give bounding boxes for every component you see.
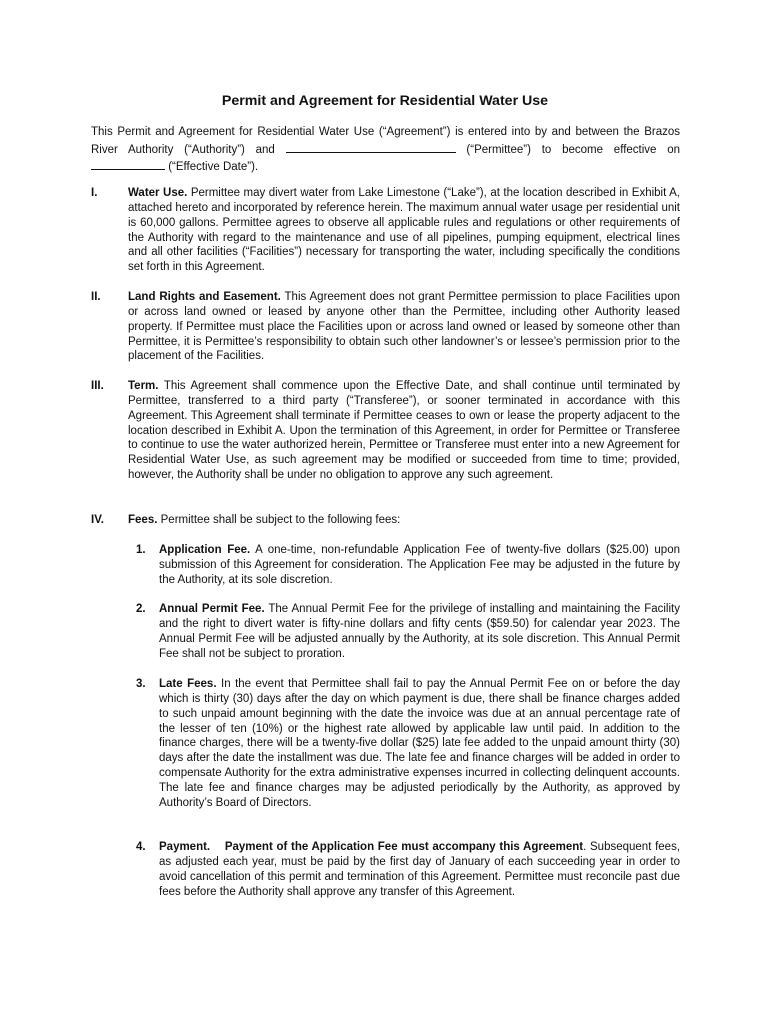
section-text: Permittee shall be subject to the following fees:	[160, 514, 401, 526]
fee-heading: Late Fees.	[159, 678, 217, 690]
fee-late	[136, 677, 680, 811]
intro-text-3: (“Effective Date”).	[168, 161, 259, 174]
section-heading: Water Use.	[128, 187, 188, 199]
fee-heading: Application Fee.	[159, 544, 251, 556]
section-text: This Agreement shall commence upon the Effective Date, and shall continue until terminated by Permittee, transferred to a third party (“Transferee”), or sooner terminated in accordance with this Agreement. This Agreement shall terminate if Permittee ceases to own or lease the property adjacent to the location described in Exhibit A. Upon the termination of this Agreement, in order for Permittee or Transferee to continue to use the water authorized herein, Permittee or Transferee must enter into a new Agreement for Residential Water Use, as such agreement may be modified or succeeded from time to time; provided, however, the Authority shall be under no obligation to approve any such agreement.	[128, 380, 680, 482]
fee-heading: Annual Permit Fee.	[159, 603, 265, 615]
fee-text: In the event that Permittee shall fail to pay the Annual Permit Fee on or before the day which is thirty (30) days after the day on which payment is due, there shall be finance charges added to such unpaid amount beginning with the date the invoice was due at an annual percentage rate of the lesser of ten (10%) or the highest rate allowed by applicable law until paid. In addition to the finance charges, there will be a twenty-five dollar ($25) late fee added to the unpaid amount thirty (30) days after the date the installment was due. The late fee and finance charges will be added in order to compensate Authority for the extra administrative expenses incurred in collecting delinquent accounts. The late fee and finance charges may be adjusted periodically by the Authority, as approved by Authority’s Board of Directors.	[159, 678, 680, 809]
fee-text: A one-time, non-refundable Application Fee of twenty-five dollars ($25.00) upon submission of this Agreement for consideration. The Application Fee may be adjusted in the future by the Authority, at its sole discretion.	[159, 544, 680, 586]
fee-application	[136, 543, 680, 588]
section-text: Permittee may divert water from Lake Limestone (“Lake”), at the location described in Exhibit A, attached hereto and incorporated by reference herein. The maximum annual water usage per residential unit is 60,000 gallons. Permittee agrees to observe all applicable rules and regulations or other requirements of the Authority with regard to the maintenance and use of all pipelines, pumping equipment, electrical lines and all other facilities (“Facilities”) necessary for transporting the water, including specifically the conditions set forth in this Agreement.	[128, 187, 681, 274]
fee-number: 2.	[136, 603, 146, 615]
section-term	[91, 379, 680, 483]
effective-date-blank[interactable]	[91, 158, 165, 170]
intro-paragraph	[91, 125, 680, 176]
section-number: II.	[91, 291, 101, 303]
section-heading: Fees.	[128, 514, 158, 526]
fee-number: 3.	[136, 678, 146, 690]
fee-number: 4.	[136, 841, 146, 853]
section-number: IV.	[91, 514, 105, 526]
section-text: This Agreement does not grant Permittee permission to place Facilities upon or across land owned or leased by anyone other than the Permittee, including other Authority leased property. If Permittee must place the Facilities upon or across land owned or leased by someone other than Permittee, it is Permittee’s responsibility to obtain such other landowner’s or lessee’s permission prior to the placement of the Facilities.	[128, 291, 680, 363]
section-number: I.	[91, 187, 98, 199]
section-heading: Land Rights and Easement.	[128, 291, 281, 303]
fee-text: The Annual Permit Fee for the privilege of installing and maintaining the Facility and the right to divert water is fifty-nine dollars and fifty cents ($59.50) for calendar year 2023. The Annual Permit Fee will be adjusted annually by the Authority, at its sole discretion. This Annual Permit Fee shall not be subject to proration.	[159, 603, 680, 660]
section-land-rights	[91, 290, 680, 364]
section-number: III.	[91, 380, 104, 392]
section-water-use	[91, 186, 680, 275]
fee-annual-permit	[136, 602, 680, 661]
fee-number: 1.	[136, 544, 146, 556]
fee-emphasis: Payment of the Application Fee must accompany this Agreement	[224, 841, 584, 853]
fee-text: Subsequent fees, as adjusted each year, must be paid by the first day of January of each succeeding year in order to avoid cancellation of this permit and termination of this Agreement. Permittee must reconcile past due fees before the Authority shall approve any transfer of this Agreement.	[159, 841, 681, 898]
intro-text-1: This Permit and Agreement for Residential Water Use (“Agreement”) is entered into by and between the Brazos River Authority (“Authority”) and	[91, 126, 680, 156]
section-heading: Term.	[128, 380, 159, 392]
intro-text-2: (“Permittee”) to become effective on	[466, 143, 681, 156]
fee-payment: 4. Payment. Payment of the Application Fee must accompany this Agreement. Subsequent fees, as adjusted each year, must be paid by the first day of January of each succeeding year in order to avoid cancellation of this permit and termination of this Agreement. Permittee must reconcile past due fees before the Authority shall approve any transfer of this Agreement.	[136, 841, 681, 898]
document-title: Permit and Agreement for Residential Water Use	[221, 93, 549, 109]
permittee-name-blank[interactable]	[286, 141, 456, 153]
section-fees	[91, 513, 680, 528]
fee-heading: Payment.	[159, 841, 211, 853]
